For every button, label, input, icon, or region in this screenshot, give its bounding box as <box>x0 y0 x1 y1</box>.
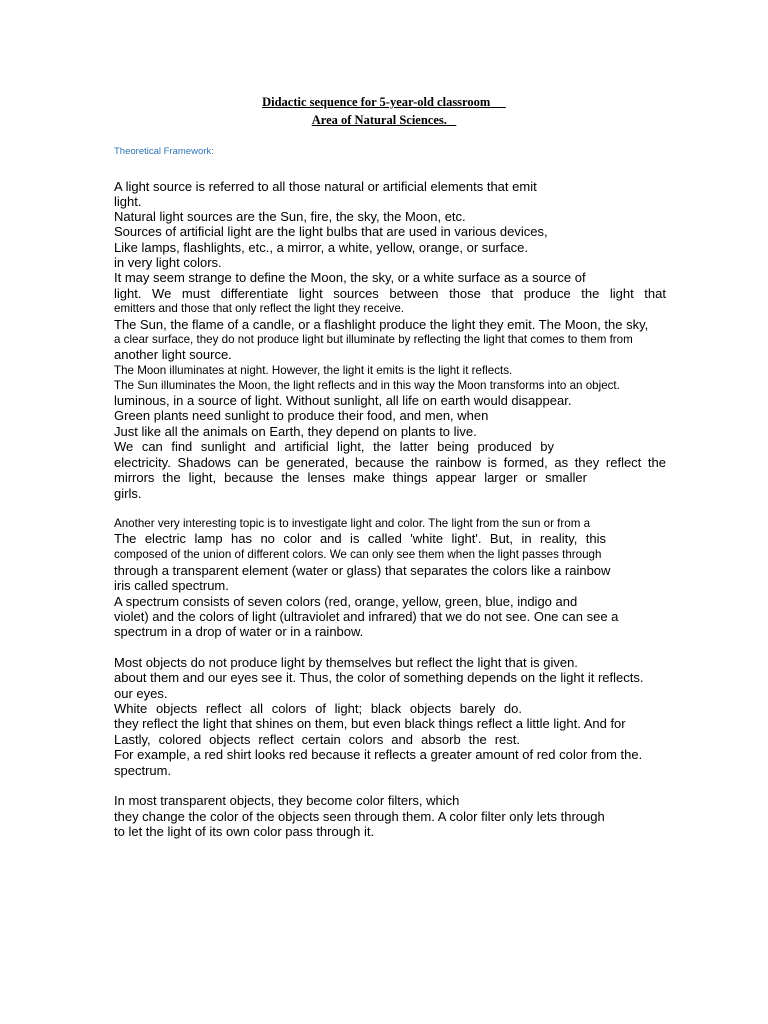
body-line: they change the color of the objects seen through them. A color filter only lets through <box>114 809 605 824</box>
body-line: light. <box>114 194 142 209</box>
body-line: our eyes. <box>114 686 168 701</box>
body-line: Most objects do not produce light by themselves but reflect the light that is given. <box>114 655 578 670</box>
body-line: light. We must differentiate light sources between those that produce the light that <box>114 286 666 301</box>
body-line: composed of the union of different colors. We can only see them when the light passes through <box>114 548 602 561</box>
body-line: about them and our eyes see it. Thus, the color of something depends on the light it reflects. <box>114 670 644 685</box>
body-line: Lastly, colored objects reflect certain colors and absorb the rest. <box>114 732 520 747</box>
body-line: The Sun, the flame of a candle, or a flashlight produce the light they emit. The Moon, the sky, <box>114 317 649 332</box>
body-line: In most transparent objects, they become color filters, which <box>114 793 460 808</box>
body-line: spectrum. <box>114 763 172 778</box>
body-line: electricity. Shadows can be generated, because the rainbow is formed, as they reflect the <box>114 455 666 470</box>
body-line: iris called spectrum. <box>114 578 229 593</box>
document-title-line-2: Area of Natural Sciences. <box>311 113 447 127</box>
body-line: Just like all the animals on Earth, they depend on plants to live. <box>114 424 477 439</box>
body-line: spectrum in a drop of water or in a rainbow. <box>114 624 364 639</box>
body-line: It may seem strange to define the Moon, the sky, or a white surface as a source of <box>114 270 586 285</box>
section-heading: Theoretical Framework: <box>114 146 214 157</box>
body-line: luminous, in a source of light. Without sunlight, all life on earth would disappear. <box>114 393 572 408</box>
body-line: We can find sunlight and artificial light, the latter being produced by <box>114 439 554 454</box>
body-line: Sources of artificial light are the light bulbs that are used in various devices, <box>114 224 548 239</box>
body-line: a clear surface, they do not produce light but illuminate by reflecting the light that comes to them from <box>114 333 633 346</box>
body-line: The electric lamp has no color and is called 'white light'. But, in reality, this <box>114 531 606 546</box>
body-line: Another very interesting topic is to investigate light and color. The light from the sun or from a <box>114 517 591 530</box>
body-line: Like lamps, flashlights, etc., a mirror, a white, yellow, orange, or surface. <box>114 240 529 255</box>
body-line: A light source is referred to all those natural or artificial elements that emit <box>114 179 537 194</box>
body-line: Green plants need sunlight to produce their food, and men, when <box>114 408 489 423</box>
body-line: emitters and those that only reflect the light they receive. <box>114 302 404 315</box>
body-line: in very light colors. <box>114 255 222 270</box>
body-line: they reflect the light that shines on them, but even black things reflect a little light. And for <box>114 716 626 731</box>
body-line: through a transparent element (water or glass) that separates the colors like a rainbow <box>114 563 611 578</box>
document-title-line-1: Didactic sequence for 5-year-old classroom <box>262 95 491 109</box>
body-line: The Moon illuminates at night. However, the light it emits is the light it reflects. <box>114 364 513 377</box>
body-line: White objects reflect all colors of light; black objects barely do. <box>114 701 522 716</box>
body-line: girls. <box>114 486 142 501</box>
body-line: another light source. <box>114 347 232 362</box>
body-line: A spectrum consists of seven colors (red, orange, yellow, green, blue, indigo and <box>114 594 578 609</box>
body-line: violet) and the colors of light (ultraviolet and infrared) that we do not see. One can see a <box>114 609 619 624</box>
body-line: mirrors the light, because the lenses make things appear larger or smaller <box>114 470 587 485</box>
body-line: to let the light of its own color pass through it. <box>114 824 375 839</box>
body-line: For example, a red shirt looks red because it reflects a greater amount of red color from the. <box>114 747 643 762</box>
body-line: Natural light sources are the Sun, fire, the sky, the Moon, etc. <box>114 209 466 224</box>
body-line: The Sun illuminates the Moon, the light reflects and in this way the Moon transforms into an object. <box>114 379 620 392</box>
